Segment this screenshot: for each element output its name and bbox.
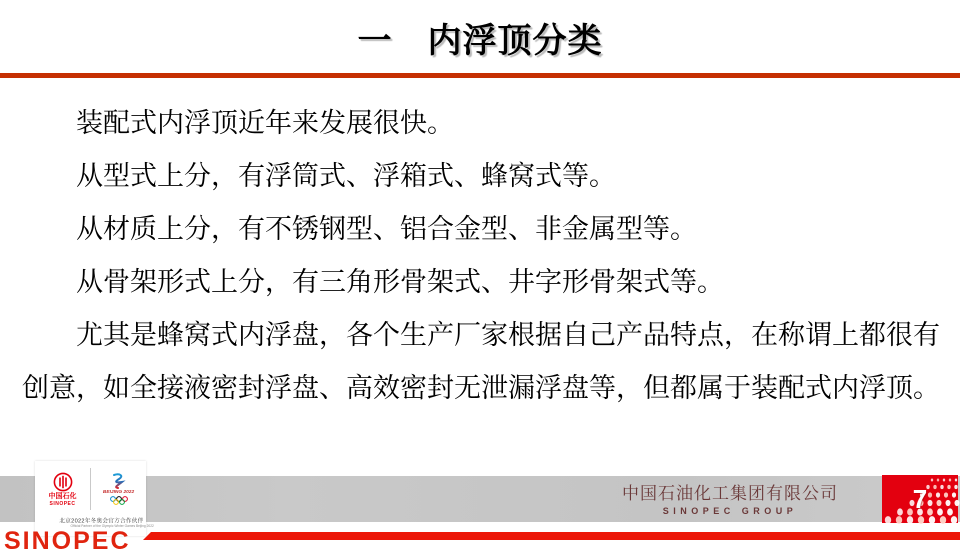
- slide-title: 一 内浮顶分类: [357, 22, 603, 60]
- beijing-2022-script-label: BEIJING 2022: [102, 489, 135, 495]
- partner-caption-en: Official Partner of the Olympic Winter Games Beijing 2022: [70, 524, 154, 528]
- clipped-brand-wordmark: [4, 527, 144, 555]
- clipped-brand-text: SINOPEC: [4, 527, 131, 555]
- partner-caption-cn: 北京2022年冬奥会官方合作伙伴: [59, 518, 144, 525]
- olympic-partner-logo-box: [35, 461, 154, 536]
- page-number-box: [882, 475, 958, 523]
- body-text: [22, 97, 938, 415]
- sinopec-en-label: SINOPEC: [49, 500, 76, 507]
- body-line: 尤其是蜂窝式内浮盘，各个生产厂家根据自己产品特点，在称谓上都很有: [76, 320, 940, 350]
- sinopec-logo: [35, 464, 90, 514]
- company-name-cn: 中国石油化工集团有限公司: [622, 484, 838, 503]
- body-line: 从型式上分，有浮筒式、浮箱式、蜂窝式等。: [76, 161, 616, 191]
- title-underline-rule: [0, 73, 960, 78]
- sinopec-torch-icon: [53, 472, 73, 492]
- beijing-2022-emblem-icon: [110, 473, 128, 489]
- body-line: 从骨架形式上分，有三角形骨架式、井字形骨架式等。: [76, 267, 724, 297]
- company-block: [622, 484, 838, 517]
- bottom-red-strip: [143, 532, 960, 540]
- beijing-2022-logo: [91, 464, 146, 514]
- partner-logos-row: [35, 464, 146, 514]
- sinopec-cn-label: 中国石化: [48, 492, 77, 500]
- page-number: 7: [912, 484, 928, 514]
- olympic-rings-icon: [109, 496, 129, 505]
- body-line: 从材质上分，有不锈钢型、铝合金型、非金属型等。: [76, 214, 697, 244]
- company-name-en: SINOPEC GROUP: [662, 506, 798, 516]
- body-line: 创意，如全接液密封浮盘、高效密封无泄漏浮盘等，但都属于装配式内浮顶。: [22, 373, 940, 403]
- body-line: 装配式内浮顶近年来发展很快。: [76, 108, 454, 138]
